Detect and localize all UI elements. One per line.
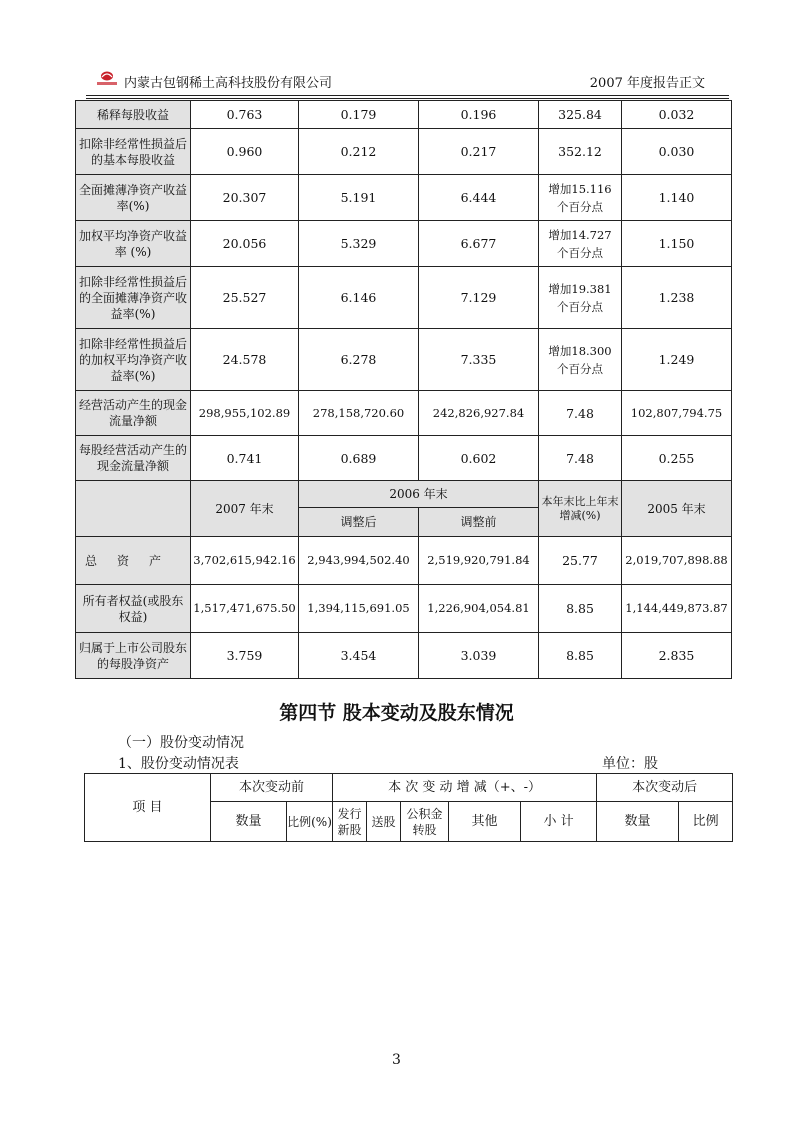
page-header <box>86 68 707 92</box>
cell: 0.689 <box>299 436 419 481</box>
cell: 1,144,449,873.87 <box>622 585 732 633</box>
cell: 1,517,471,675.50 <box>191 585 299 633</box>
row-label: 扣除非经常性损益后的全面摊薄净资产收益率(%) <box>76 267 191 329</box>
cell: 增加15.116 个百分点 <box>539 175 622 221</box>
cell: 0.179 <box>299 101 419 129</box>
cell: 1,394,115,691.05 <box>299 585 419 633</box>
header-rule <box>86 95 729 96</box>
table-row <box>76 175 732 221</box>
table-row <box>76 585 732 633</box>
new-issue-header: 发行新股 <box>333 802 367 842</box>
table-heading: 1、股份变动情况表 <box>118 756 239 772</box>
cell: 24.578 <box>191 329 299 391</box>
subsection-heading: （一）股份变动情况 <box>118 735 244 751</box>
share-change-table <box>84 773 733 842</box>
share-header-row <box>85 774 733 802</box>
cell: 7.129 <box>419 267 539 329</box>
before-header: 本次变动前 <box>211 774 333 802</box>
cell: 1,226,904,054.81 <box>419 585 539 633</box>
row-label: 全面摊薄净资产收益率(%) <box>76 175 191 221</box>
unit-label: 单位：股 <box>602 756 658 772</box>
row-label: 每股经营活动产生的现金流量净额 <box>76 436 191 481</box>
after-header: 本次变动后 <box>597 774 733 802</box>
cell: 3.454 <box>299 633 419 679</box>
cell: 6.444 <box>419 175 539 221</box>
cell: 2,019,707,898.88 <box>622 537 732 585</box>
cell: 7.48 <box>539 391 622 436</box>
cell: 增加18.300 个百分点 <box>539 329 622 391</box>
cell: 298,955,102.89 <box>191 391 299 436</box>
row-label: 归属于上市公司股东的每股净资产 <box>76 633 191 679</box>
cell: 5.191 <box>299 175 419 221</box>
ratio-header: 比例(%) <box>287 802 333 842</box>
page-number: 3 <box>392 1052 401 1068</box>
cell: 0.960 <box>191 129 299 175</box>
header-adjusted-after: 调整后 <box>299 508 419 537</box>
header-rule-thin <box>86 98 729 99</box>
bonus-header: 送股 <box>367 802 401 842</box>
subtotal-header: 小 计 <box>521 802 597 842</box>
cell: 2,943,994,502.40 <box>299 537 419 585</box>
table-row <box>76 633 732 679</box>
table-row <box>76 221 732 267</box>
cell: 25.527 <box>191 267 299 329</box>
cell: 0.217 <box>419 129 539 175</box>
table-row <box>76 537 732 585</box>
cell: 8.85 <box>539 585 622 633</box>
cell: 增加19.381 个百分点 <box>539 267 622 329</box>
row-label: 所有者权益(或股东权益) <box>76 585 191 633</box>
cell: 0.255 <box>622 436 732 481</box>
company-logo-icon <box>96 70 118 86</box>
section-title: 第四节 股本变动及股东情况 <box>279 702 514 724</box>
row-label: 经营活动产生的现金流量净额 <box>76 391 191 436</box>
change-header: 本 次 变 动 增 减（+、-） <box>333 774 597 802</box>
balance-header-row <box>76 481 732 508</box>
cell: 3.039 <box>419 633 539 679</box>
table-row <box>76 391 732 436</box>
reserve-header: 公积金转股 <box>401 802 449 842</box>
cell: 0.212 <box>299 129 419 175</box>
cell: 1.238 <box>622 267 732 329</box>
cell: 0.741 <box>191 436 299 481</box>
table-row <box>76 129 732 175</box>
cell: 1.150 <box>622 221 732 267</box>
cell: 3,702,615,942.16 <box>191 537 299 585</box>
cell: 5.329 <box>299 221 419 267</box>
cell: 20.056 <box>191 221 299 267</box>
cell: 1.249 <box>622 329 732 391</box>
cell: 242,826,927.84 <box>419 391 539 436</box>
qty-after-header: 数量 <box>597 802 679 842</box>
header-2007: 2007 年末 <box>191 481 299 537</box>
cell: 6.278 <box>299 329 419 391</box>
cell: 3.759 <box>191 633 299 679</box>
cell: 20.307 <box>191 175 299 221</box>
qty-header: 数量 <box>211 802 287 842</box>
table-row <box>76 267 732 329</box>
report-title: 2007 年度报告正文 <box>589 76 705 91</box>
header-change: 本年末比上年末增减(%) <box>539 481 622 537</box>
other-header: 其他 <box>449 802 521 842</box>
cell: 325.84 <box>539 101 622 129</box>
table-row <box>76 329 732 391</box>
cell: 352.12 <box>539 129 622 175</box>
row-label: 扣除非经常性损益后的加权平均净资产收益率(%) <box>76 329 191 391</box>
ratio-after-header: 比例 <box>679 802 733 842</box>
cell: 2,519,920,791.84 <box>419 537 539 585</box>
header-2005: 2005 年末 <box>622 481 732 537</box>
header-empty-cell <box>76 481 191 537</box>
cell: 6.146 <box>299 267 419 329</box>
cell: 0.032 <box>622 101 732 129</box>
cell: 102,807,794.75 <box>622 391 732 436</box>
cell: 6.677 <box>419 221 539 267</box>
cell: 8.85 <box>539 633 622 679</box>
table-row <box>76 101 732 129</box>
cell: 7.335 <box>419 329 539 391</box>
cell: 0.030 <box>622 129 732 175</box>
item-header: 项 目 <box>85 774 211 842</box>
row-label: 扣除非经常性损益后的基本每股收益 <box>76 129 191 175</box>
cell: 0.763 <box>191 101 299 129</box>
header-2006: 2006 年末 <box>299 481 539 508</box>
row-label: 稀释每股收益 <box>76 101 191 129</box>
cell: 1.140 <box>622 175 732 221</box>
cell: 0.196 <box>419 101 539 129</box>
cell: 278,158,720.60 <box>299 391 419 436</box>
cell: 2.835 <box>622 633 732 679</box>
company-name: 内蒙古包钢稀土高科技股份有限公司 <box>124 76 333 91</box>
row-label: 总资产 <box>76 537 191 585</box>
cell: 25.77 <box>539 537 622 585</box>
row-label: 加权平均净资产收益率 (%) <box>76 221 191 267</box>
cell: 0.602 <box>419 436 539 481</box>
cell: 7.48 <box>539 436 622 481</box>
table-row <box>76 436 732 481</box>
cell: 增加14.727 个百分点 <box>539 221 622 267</box>
header-adjusted-before: 调整前 <box>419 508 539 537</box>
financial-indicators-table <box>75 100 732 679</box>
